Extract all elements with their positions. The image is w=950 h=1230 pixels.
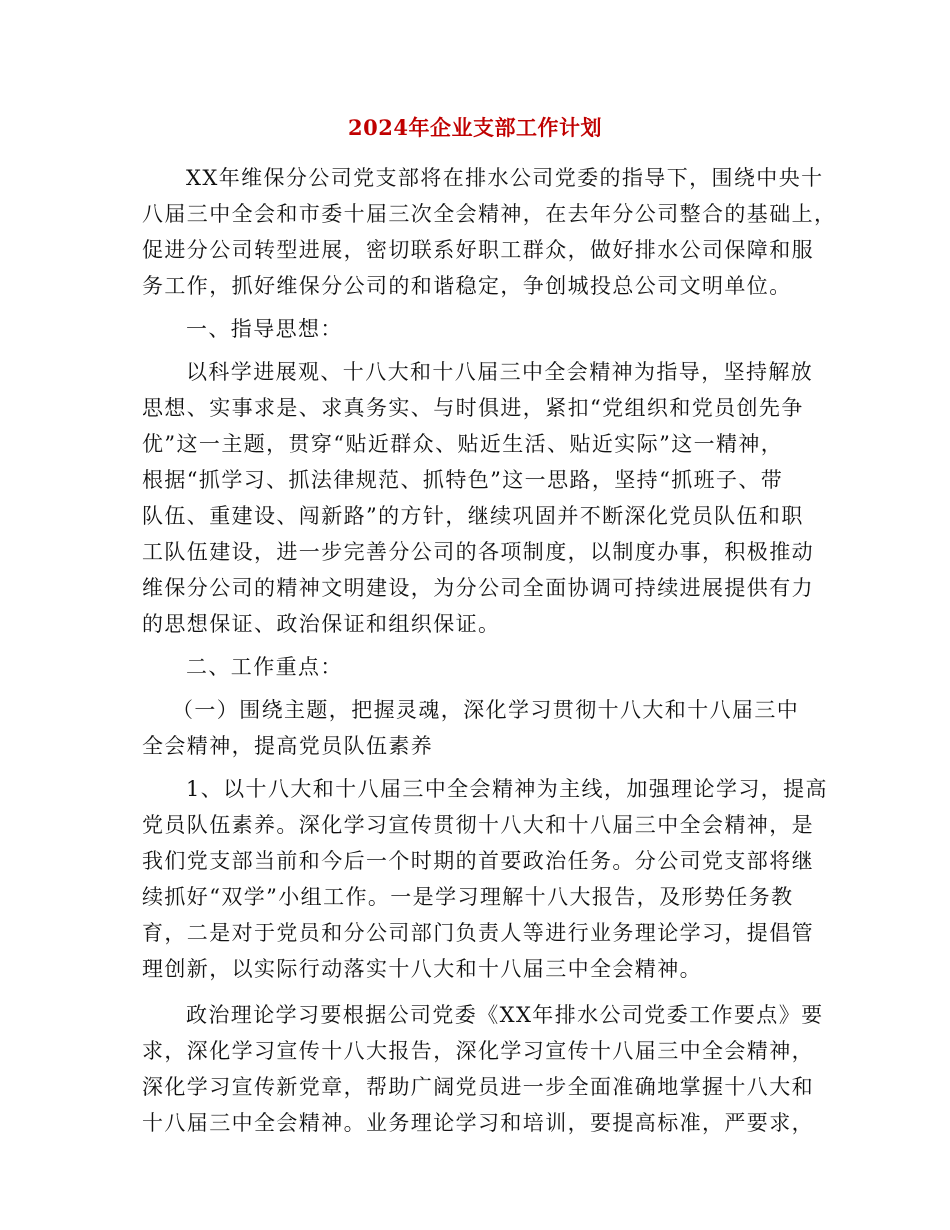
text-line: 根据“抓学习、抓法律规范、抓特色”这一思路，坚持“抓班子、带 [142,468,784,492]
text-line: XX年维保分公司党支部将在排水公司党委的指导下，围绕中央十 [186,166,824,190]
text-line: 党员队伍素养。深化学习宣传贯彻十八大和十八届三中全会精神，是 [142,813,814,837]
text-line: 思想、实事求是、求真务实、与时俱进，紧扣“党组织和党员创先争 [142,396,804,420]
paragraph-guiding-thought [142,354,814,642]
text-line: 续抓好“双学”小组工作。一是学习理解十八大报告，及形势任务教 [142,885,794,909]
text-line: 育，二是对于党员和分公司部门负责人等进行业务理论学习，提倡管 [142,921,814,945]
text-line: 二、工作重点： [186,655,343,679]
text-line: 政治理论学习要根据公司党委《XX年排水公司党委工作要点》要 [186,1003,824,1027]
text-line: 十八届三中全会精神。业务理论学习和培训，要提高标准，严要求， [142,1111,814,1135]
text-line: 维保分公司的精神文明建设，为分公司全面协调可持续进展提供有力 [142,576,814,600]
text-line: 理创新，以实际行动落实十八大和十八届三中全会精神。 [142,957,702,981]
document-title: 2024年企业支部工作计划 [348,115,602,140]
text-line: 我们党支部当前和今后一个时期的首要政治任务。分公司党支部将继 [142,849,814,873]
text-line: 求，深化学习宣传十八大报告，深化学习宣传十八届三中全会精神， [142,1039,814,1063]
text-line: 一、指导思想： [186,317,343,341]
section-heading-work-focus [142,649,810,685]
text-line: 优”这一主题，贯穿“贴近群众、贴近生活、贴近实际”这一精神， [142,432,784,456]
text-line: 工队伍建设，进一步完善分公司的各项制度，以制度办事，积极推动 [142,540,814,564]
text-line: 的思想保证、政治保证和组织保证。 [142,612,501,636]
document-body [142,160,837,1141]
paragraph-intro [142,160,837,304]
paragraph-item-1 [142,771,828,987]
text-line: 促进分公司转型进展，密切联系好职工群众，做好排水公司保障和服 [142,238,814,262]
paragraph-political-study [142,997,824,1141]
text-line: 八届三中全会和市委十届三次全会精神，在去年分公司整合的基础上， [142,202,837,226]
section-heading-guiding-thought [142,311,810,347]
text-line: 深化学习宣传新党章，帮助广阔党员进一步全面准确地掌握十八大和 [142,1075,814,1099]
subsection-heading-1 [142,692,810,764]
text-line: 务工作，抓好维保分公司的和谐稳定，争创城投总公司文明单位。 [142,274,792,298]
text-line: 队伍、重建设、闯新路”的方针，继续巩固并不断深化党员队伍和职 [142,504,804,528]
text-line: 以科学进展观、十八大和十八届三中全会精神为指导，坚持解放 [186,360,814,384]
text-line: （一）围绕主题，把握灵魂，深化学习贯彻十八大和十八届三中 [172,698,800,722]
text-line: 1、以十八大和十八届三中全会精神为主线，加强理论学习，提高 [186,777,828,801]
text-line: 全会精神，提高党员队伍素养 [142,734,434,758]
